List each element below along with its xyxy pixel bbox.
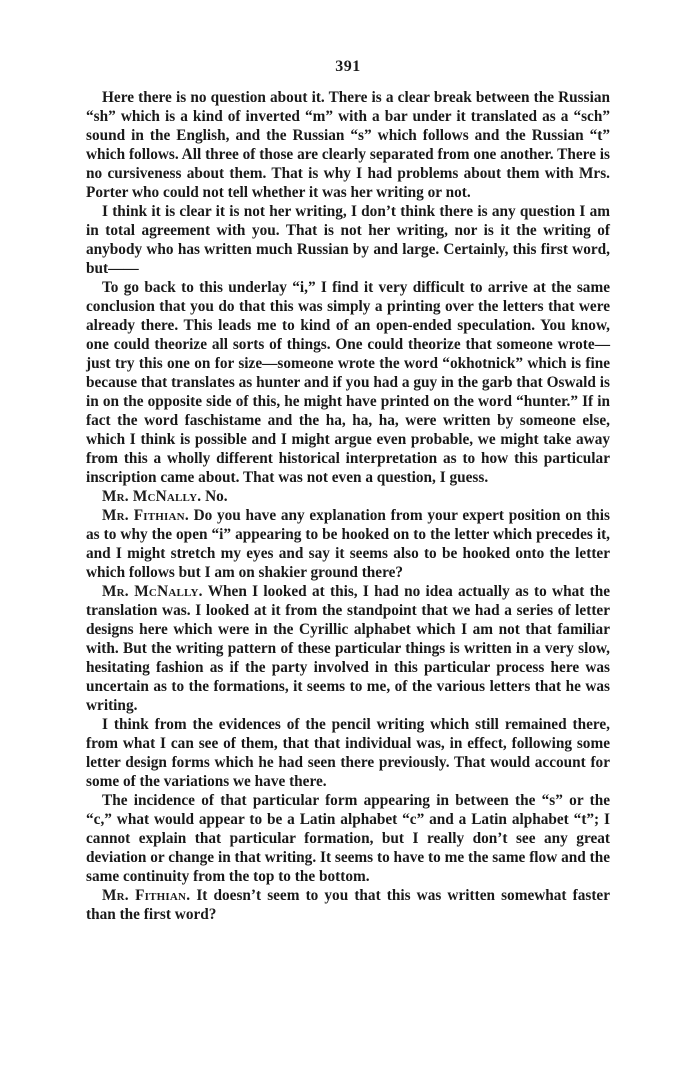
paragraph-text: Here there is no question about it. There is a clear break between the Russian “sh” which is a kind of inverted “m” with a bar under it translated as a “sch” sound in the English, and the Russian “s” which follows and the Russian “t” which follows. All three of those are clearly separated from one another. There is no cursiveness about them. That is why I had problems about them with Mrs. Porter who could not tell whether it was her writing or not.	[86, 89, 610, 201]
speaker-name: Mr. Fithian.	[102, 507, 189, 524]
paragraph	[86, 791, 610, 886]
speaker-name: Mr. Fithian.	[102, 887, 191, 904]
paragraph-text: No.	[205, 488, 228, 505]
speaker-name: Mr. McNally.	[102, 488, 202, 505]
speaker-name: Mr. McNally.	[102, 583, 203, 600]
paragraph-text: I think from the evidences of the pencil writing which still remained there, from what I can see of them, that that individual was, in effect, following some letter design forms which he had seen there previously. That would account for some of the variations we have there.	[86, 716, 610, 790]
paragraph	[86, 278, 610, 487]
paragraph	[86, 202, 610, 278]
paragraph-text: Do you have any explanation from your expert position on this as to why the open “i” appearing to be hooked on to the letter which precedes it, and I might stretch my eyes and say it seems also to be hooked onto the letter which follows but I am on shakier ground there?	[86, 507, 610, 581]
page-number: 391	[335, 58, 361, 75]
paragraph	[86, 886, 610, 924]
paragraph	[86, 582, 610, 715]
paragraph-text: When I looked at this, I had no idea actually as to what the translation was. I looked at it from the standpoint that we had a series of letter designs here which were in the Cyrillic alphabet which I am not that familiar with. But the writing pattern of these particular things is written in a very slow, hesitating fashion as if the party involved in this particular process here was uncertain as to the formations, it seems to me, of the various letters that he was writing.	[86, 583, 610, 714]
paragraph	[86, 487, 610, 506]
paragraph-text: The incidence of that particular form appearing in between the “s” or the “c,” what would appear to be a Latin alphabet “c” and a Latin alphabet “t”; I cannot explain that particular formation, but I really don’t see any great deviation or change in that writing. It seems to have to me the same flow and the same continuity from the top to the bottom.	[86, 792, 610, 885]
document-page	[86, 58, 610, 924]
paragraph	[86, 715, 610, 791]
paragraph-text: I think it is clear it is not her writing, I don’t think there is any question I am in total agreement with you. That is not her writing, nor is it the writing of anybody who has written much Russian by and large. Certainly, this first word, but——	[86, 203, 610, 277]
paragraph-text: It doesn’t seem to you that this was written somewhat faster than the first word?	[86, 887, 610, 923]
paragraph	[86, 506, 610, 582]
paragraph-text: To go back to this underlay “i,” I find it very difficult to arrive at the same conclusion that you do that this was simply a printing over the letters that were already there. This leads me to kind of an open-ended speculation. You know, one could theorize all sorts of things. One could theorize that someone wrote—just try this one on for size—someone wrote the word “okhotnick” which is fine because that translates as hunter and if you had a guy in the garb that Oswald is in on the opposite side of this, he might have printed on the word “hunter.” If in fact the word faschistame and the ha, ha, ha, were written by someone else, which I think is possible and I might argue even probable, we might take away from this a wholly different historical interpretation as to how this particular inscription came about. That was not even a question, I guess.	[86, 279, 610, 486]
paragraph	[86, 88, 610, 202]
